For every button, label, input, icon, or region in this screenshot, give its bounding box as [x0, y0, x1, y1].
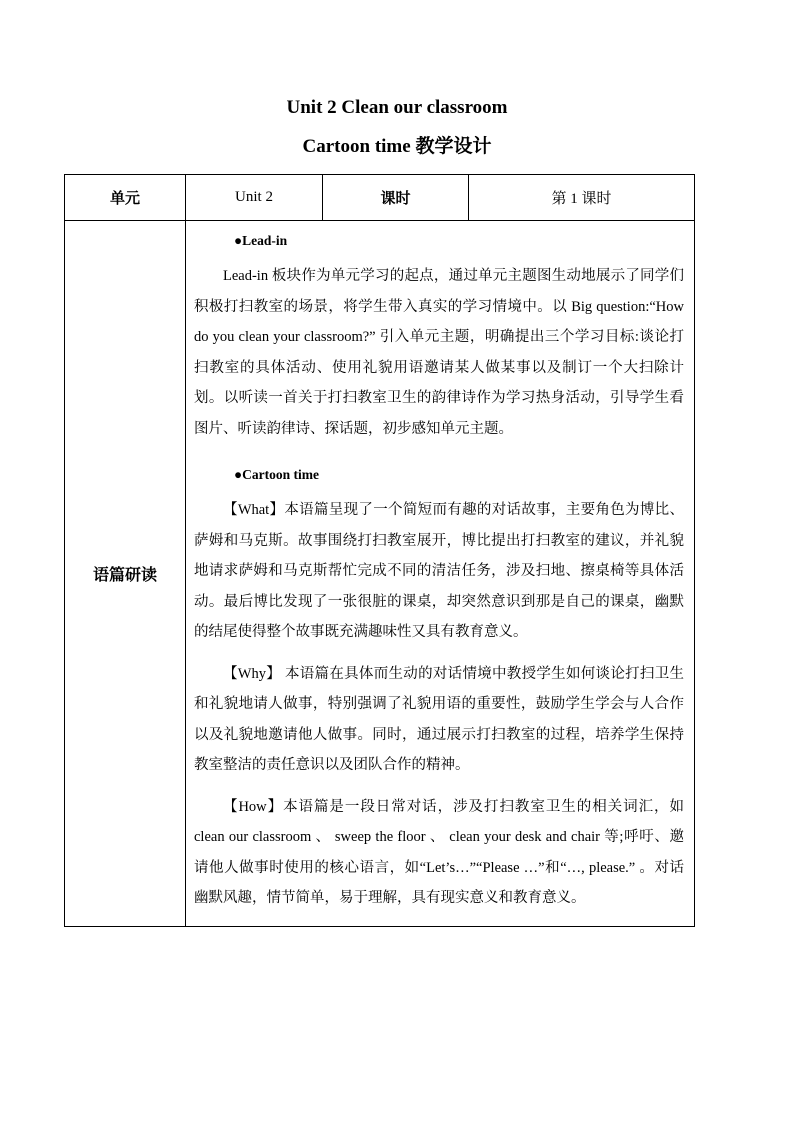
- why-paragraph: 【Why】 本语篇在具体而生动的对话情境中教授学生如何谈论打扫卫生和礼貌地请人做事，特别强调了礼貌用语的重要性，鼓励学生学会与人合作以及礼貌地邀请他人做事。同时，通过展示打扫教室的过程，培养学生保持教室整洁的责任意识以及团队合作的精神。: [194, 665, 684, 773]
- document-subtitle: Cartoon time 教学设计: [302, 136, 492, 157]
- leadin-paragraph: Lead-in 板块作为单元学习的起点，通过单元主题图生动地展示了同学们积极打扫教室的场景，将学生带入真实的学习情境中。以 Big question:“How do you clean your classroom?” 引入单元主题，明确提出三个学习目标:谈论打扫教室的具体活动、使用礼貌用语邀请某人做某事以及制订一个大扫除计划。以听读一首关于打扫教室卫生的韵律诗作为学习热身活动，引导学生看图片、听读韵律诗、探话题，初步感知单元主题。: [194, 268, 684, 437]
- lesson-table: [64, 174, 695, 927]
- section-content-cell: [186, 221, 695, 927]
- leadin-heading: ●Lead-in: [234, 233, 288, 248]
- unit-value-cell: Unit 2: [186, 175, 323, 221]
- section-label-cell: 语篇研读: [65, 221, 186, 927]
- period-value-cell: 第 1 课时: [469, 175, 695, 221]
- unit-label-cell: 单元: [65, 175, 186, 221]
- how-paragraph: 【How】本语篇是一段日常对话，涉及打扫教室卫生的相关词汇，如 clean our classroom 、 sweep the floor 、 clean your desk and chair 等;呼吁、邀请他人做事时使用的核心语言，如“Let’s…”“Please …”和“…, please.” 。对话幽默风趣，情节简单，易于理解，具有现实意义和教育意义。: [194, 798, 684, 906]
- cartoon-heading: ●Cartoon time: [234, 467, 320, 482]
- period-label-cell: 课时: [323, 175, 469, 221]
- what-paragraph: 【What】本语篇呈现了一个简短而有趣的对话故事，主要角色为博比、萨姆和马克斯。故事围绕打扫教室展开，博比提出打扫教室的建议，并礼貌地请求萨姆和马克斯帮忙完成不同的清洁任务，涉及扫地、擦桌椅等具体活动。最后博比发现了一张很脏的课桌，却突然意识到那是自己的课桌，幽默的结尾使得整个故事既充满趣味性又具有教育意义。: [194, 502, 684, 640]
- content-row: [65, 221, 695, 927]
- document-title: Unit 2 Clean our classroom: [286, 97, 508, 118]
- header-row: [65, 175, 695, 221]
